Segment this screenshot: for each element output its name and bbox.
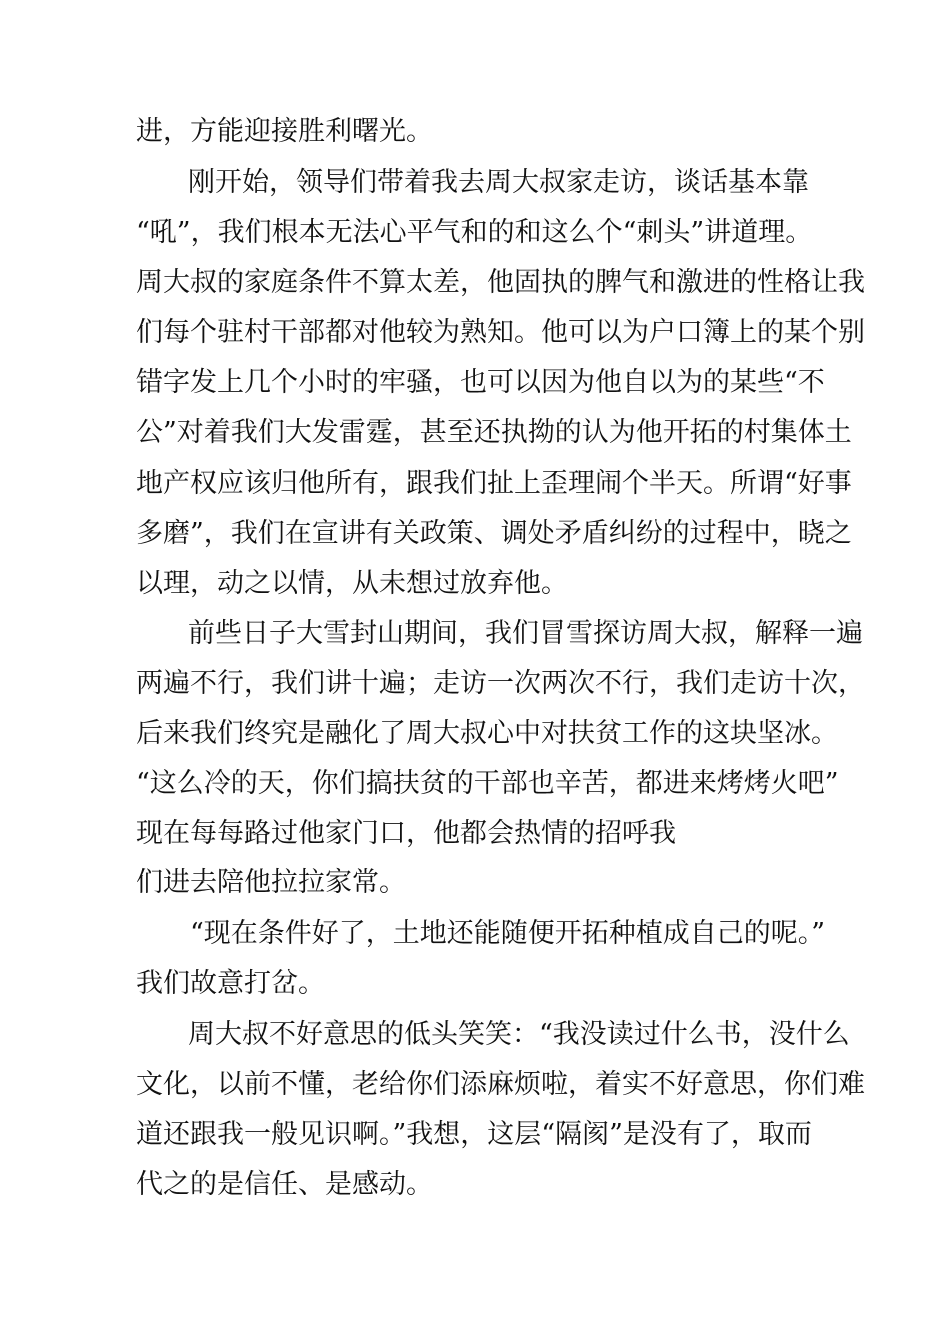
text-line: 后来我们终究是融化了周大叔心中对扶贫工作的这块坚冰。: [136, 718, 838, 749]
paragraph-start-line: 周大叔不好意思的低头笑笑：“我没读过什么书，没什么: [188, 1019, 850, 1050]
text-line: 多磨”，我们在宣讲有关政策、调处矛盾纠纷的过程中，晓之: [136, 518, 852, 549]
text-line: 以理，动之以情，从未想过放弃他。: [136, 568, 568, 599]
text-line: 两遍不行，我们讲十遍；走访一次两次不行，我们走访十次，: [136, 668, 865, 699]
paragraph-start-line: “现在条件好了，土地还能随便开拓种植成自己的呢。”: [190, 918, 826, 949]
text-line: 文化，以前不懂，老给你们添麻烦啦，着实不好意思，你们难: [136, 1069, 865, 1100]
text-line: “吼”，我们根本无法心平气和的和这么个“刺头”讲道理。: [136, 217, 813, 248]
paragraph-start-line: 刚开始，领导们带着我去周大叔家走访，谈话基本靠: [188, 167, 809, 198]
text-line: 周大叔的家庭条件不算太差，他固执的脾气和激进的性格让我: [136, 267, 865, 298]
paragraph-start-line: 前些日子大雪封山期间，我们冒雪探访周大叔，解释一遍: [188, 618, 863, 649]
text-line: 代之的是信任、是感动。: [136, 1169, 433, 1200]
text-line: 们进去陪他拉拉家常。: [136, 867, 406, 898]
text-line: 道还跟我一般见识啊。”我想，这层“隔阂”是没有了，取而: [136, 1119, 812, 1150]
text-line: 地产权应该归他所有，跟我们扯上歪理闹个半天。所谓“好事: [136, 468, 852, 499]
text-line: 我们故意打岔。: [136, 968, 325, 999]
text-line: 们每个驻村干部都对他较为熟知。他可以为户口簿上的某个别: [136, 317, 865, 348]
text-line: 错字发上几个小时的牢骚，也可以因为他自以为的某些“不: [136, 367, 825, 398]
text-line: 进，方能迎接胜利曙光。: [136, 116, 433, 147]
text-line: “这么冷的天，你们搞扶贫的干部也辛苦，都进来烤烤火吧”: [136, 768, 839, 799]
text-line: 公”对着我们大发雷霆，甚至还执拗的认为他开拓的村集体土: [136, 417, 852, 448]
text-line: 现在每每路过他家门口，他都会热情的招呼我: [136, 818, 676, 849]
